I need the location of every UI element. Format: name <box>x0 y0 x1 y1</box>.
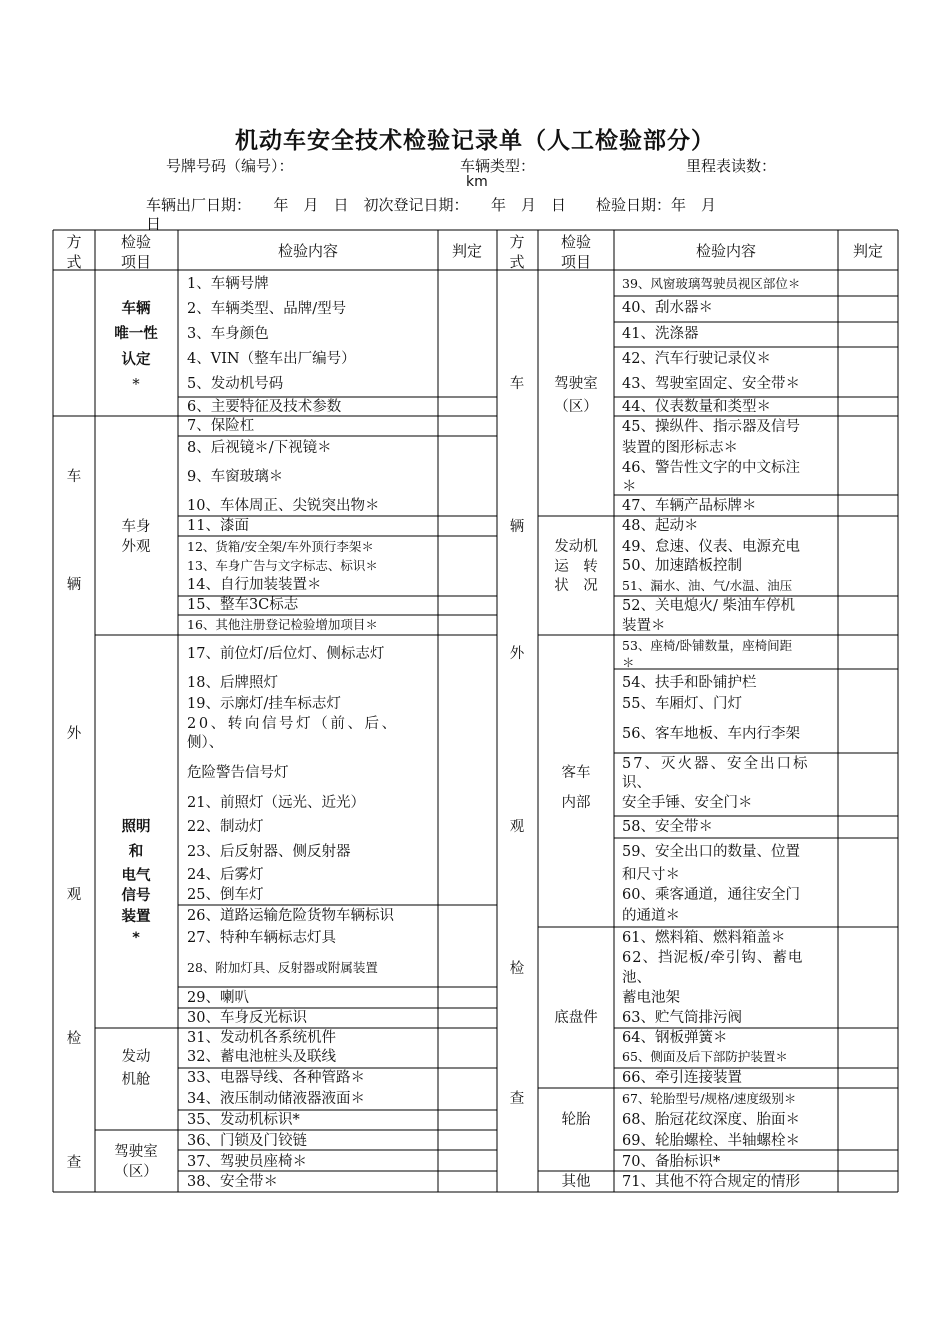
inspection-item: 25、倒车灯 <box>187 887 264 903</box>
header-item: 检验 项目 <box>120 233 152 271</box>
inspection-item: 56、客车地板、车内行李架 <box>622 726 800 742</box>
inspection-item: 6、主要特征及技术参数 <box>187 399 342 415</box>
inspection-item: 65、侧面及后下部防护装置＊ <box>622 1049 788 1064</box>
header-judge-right: 判定 <box>852 242 884 260</box>
inspection-item: 13、车身广告与文字标志、标识＊ <box>187 558 378 573</box>
group-label: 唯一性 <box>114 326 158 342</box>
odometer-unit: km <box>466 174 488 190</box>
inspection-item: 59、安全出口的数量、位置 <box>622 844 800 860</box>
inspection-item: 安全手锤、安全门＊ <box>622 795 753 811</box>
group-label: 认定 <box>121 352 151 368</box>
group-label: * <box>132 377 140 393</box>
method-char: 辆 <box>509 519 525 535</box>
group-label: * <box>132 930 140 946</box>
inspection-item: 19、示廓灯/挂车标志灯 <box>187 696 341 712</box>
group-label: 装置 <box>121 909 151 925</box>
group-label: 照明 <box>121 819 151 835</box>
method-char: 外 <box>509 646 525 662</box>
inspection-item: 43、驾驶室固定、安全带＊ <box>622 376 800 392</box>
inspection-item: 54、扶手和卧铺护栏 <box>622 675 757 691</box>
inspection-item: 57、灭火器、安全出口标 <box>622 756 810 772</box>
group-label: 其他 <box>561 1174 591 1190</box>
vehicle-type-label: 车辆类型： <box>460 157 536 175</box>
inspection-item: 4、VIN（整车出厂编号） <box>187 351 356 367</box>
inspection-item: 8、后视镜＊/下视镜＊ <box>187 440 332 456</box>
inspection-item: 危险警告信号灯 <box>187 765 289 781</box>
odometer-label: 里程表读数： <box>686 157 777 175</box>
inspection-item: 53、座椅/卧铺数量，座椅间距 <box>622 638 793 653</box>
inspection-item: 58、安全带＊ <box>622 819 713 835</box>
inspection-item: 1、车辆号牌 <box>187 276 269 292</box>
method-char: 检 <box>509 961 525 977</box>
inspection-item: 28、附加灯具、反射器或附属装置 <box>187 960 378 975</box>
group-label: 信号 <box>121 888 151 904</box>
group-label: 和 <box>128 844 144 860</box>
inspection-item: 30、车身反光标识 <box>187 1010 307 1026</box>
plate-number-label: 号牌号码（编号）： <box>166 157 294 175</box>
inspection-item: 63、贮气筒排污阀 <box>622 1010 742 1026</box>
inspection-item: 44、仪表数量和类型＊ <box>622 399 771 415</box>
inspection-item: 49、怠速、仪表、电源充电 <box>622 539 800 555</box>
inspection-item: 的通道＊ <box>622 908 680 924</box>
group-label: 底盘件 <box>554 1010 598 1026</box>
group-label: 电气 <box>121 868 151 884</box>
inspection-item: 20、转向信号灯（前、后、 <box>187 716 399 732</box>
inspection-item: 55、车厢灯、门灯 <box>622 696 742 712</box>
inspection-item: 12、货箱/安全架/车外顶行李架＊ <box>187 539 374 554</box>
header-content: 检验内容 <box>277 242 339 260</box>
inspection-item: 17、前位灯/后位灯、侧标志灯 <box>187 646 385 662</box>
inspection-item: 66、牵引连接装置 <box>622 1070 742 1086</box>
inspection-item: 和尺寸＊ <box>622 867 680 883</box>
inspection-item: 36、门锁及门铰链 <box>187 1133 307 1149</box>
group-label: 外观 <box>121 539 151 555</box>
inspection-item: 50、加速踏板控制 <box>622 558 742 574</box>
inspection-item: 侧）、 <box>187 735 224 751</box>
inspection-item: 33、电器导线、各种管路＊ <box>187 1070 365 1086</box>
inspection-item: 9、车窗玻璃＊ <box>187 469 284 485</box>
dates-line: 车辆出厂日期： 年 月 日 初次登记日期： 年 月 日 检验日期：年 月 <box>146 196 717 214</box>
inspection-item: 67、轮胎型号/规格/速度级别＊ <box>622 1091 797 1106</box>
inspection-item: 池、 <box>622 970 651 986</box>
inspection-item: 5、发动机号码 <box>187 376 284 392</box>
inspection-item: 11、漆面 <box>187 518 249 534</box>
dates-line-tail: 日 <box>146 215 162 233</box>
inspection-item: 60、乘客通道，通往安全门 <box>622 887 800 903</box>
inspection-item: 蓄电池架 <box>622 990 680 1006</box>
inspection-item: 61、燃料箱、燃料箱盖＊ <box>622 930 786 946</box>
inspection-item: ＊ <box>622 655 635 670</box>
group-label: （区） <box>114 1164 158 1180</box>
inspection-item: 10、车体周正、尖锐突出物＊ <box>187 498 380 514</box>
header-item-right: 检验 项目 <box>560 233 592 271</box>
inspection-item: 22、制动灯 <box>187 819 264 835</box>
inspection-item: 29、喇叭 <box>187 990 249 1006</box>
header-method-right: 方 式 <box>509 233 525 271</box>
inspection-item: 3、车身颜色 <box>187 326 269 342</box>
method-char: 车 <box>509 376 525 392</box>
inspection-item: 18、后牌照灯 <box>187 675 278 691</box>
inspection-item: 15、整车3C标志 <box>187 597 299 613</box>
inspection-item: 识、 <box>622 775 651 791</box>
inspection-item: 70、备胎标识* <box>622 1154 721 1170</box>
group-label: 车辆 <box>121 301 151 317</box>
group-label: 运 转 <box>554 559 598 575</box>
inspection-item: 47、车辆产品标牌＊ <box>622 498 757 514</box>
inspection-item: 32、蓄电池桩头及联线 <box>187 1049 336 1065</box>
group-label: 驾驶室 <box>554 376 598 392</box>
method-char: 车 <box>66 469 82 485</box>
inspection-item: 38、安全带＊ <box>187 1174 278 1190</box>
inspection-item: 装置＊ <box>622 618 666 634</box>
inspection-item: 52、关电熄火/ 柴油车停机 <box>622 598 795 614</box>
inspection-item: 62、挡泥板/牵引钩、蓄电 <box>622 950 804 966</box>
inspection-item: ＊ <box>622 479 637 495</box>
inspection-item: 48、起动＊ <box>622 518 699 534</box>
inspection-item: 34、液压制动储液器液面＊ <box>187 1091 365 1107</box>
method-char: 查 <box>509 1091 525 1107</box>
inspection-item: 37、驾驶员座椅＊ <box>187 1154 307 1170</box>
inspection-item: 26、道路运输危险货物车辆标识 <box>187 908 394 924</box>
group-label: 驾驶室 <box>114 1144 158 1160</box>
group-label: 内部 <box>561 795 591 811</box>
inspection-item: 42、汽车行驶记录仪＊ <box>622 351 771 367</box>
method-char: 辆 <box>66 577 82 593</box>
inspection-item: 51、漏水、油、气/水温、油压 <box>622 578 793 593</box>
header-method: 方 式 <box>66 233 82 271</box>
inspection-item: 40、刮水器＊ <box>622 300 713 316</box>
inspection-item: 21、前照灯（远光、近光） <box>187 795 365 811</box>
inspection-item: 68、胎冠花纹深度、胎面＊ <box>622 1112 800 1128</box>
inspection-item: 35、发动机标识* <box>187 1112 300 1128</box>
document-title: 机动车安全技术检验记录单（人工检验部分） <box>235 128 715 154</box>
inspection-item: 31、发动机各系统机件 <box>187 1030 336 1046</box>
inspection-item: 41、洗涤器 <box>622 326 699 342</box>
method-char: 外 <box>66 726 82 742</box>
inspection-item: 69、轮胎螺栓、半轴螺栓＊ <box>622 1133 800 1149</box>
inspection-item: 71、其他不符合规定的情形 <box>622 1174 800 1190</box>
inspection-item: 27、特种车辆标志灯具 <box>187 930 336 946</box>
method-char: 查 <box>66 1155 82 1171</box>
inspection-item: 14、自行加装装置＊ <box>187 577 322 593</box>
method-char: 检 <box>66 1031 82 1047</box>
inspection-item: 2、车辆类型、品牌/型号 <box>187 301 347 317</box>
method-char: 观 <box>66 887 82 903</box>
group-label: 车身 <box>121 519 151 535</box>
inspection-item: 16、其他注册登记检验增加项目＊ <box>187 617 378 632</box>
inspection-item: 64、钢板弹簧＊ <box>622 1030 728 1046</box>
group-label: 轮胎 <box>561 1112 591 1128</box>
inspection-item: 24、后雾灯 <box>187 867 264 883</box>
inspection-item: 45、操纵件、指示器及信号 <box>622 419 800 435</box>
inspection-item: 装置的图形标志＊ <box>622 440 738 456</box>
inspection-item: 23、后反射器、侧反射器 <box>187 844 351 860</box>
inspection-item: 7、保险杠 <box>187 418 255 434</box>
inspection-item: 46、警告性文字的中文标注 <box>622 460 800 476</box>
method-char: 观 <box>509 819 525 835</box>
header-judge: 判定 <box>451 242 483 260</box>
group-label: 状 况 <box>554 578 598 594</box>
group-label: 机舱 <box>121 1072 151 1088</box>
group-label: （区） <box>554 399 598 415</box>
inspection-item: 39、风窗玻璃驾驶员视区部位＊ <box>622 276 801 291</box>
header-content-right: 检验内容 <box>695 242 757 260</box>
group-label: 发动 <box>121 1049 151 1065</box>
group-label: 发动机 <box>554 539 598 555</box>
group-label: 客车 <box>561 765 591 781</box>
